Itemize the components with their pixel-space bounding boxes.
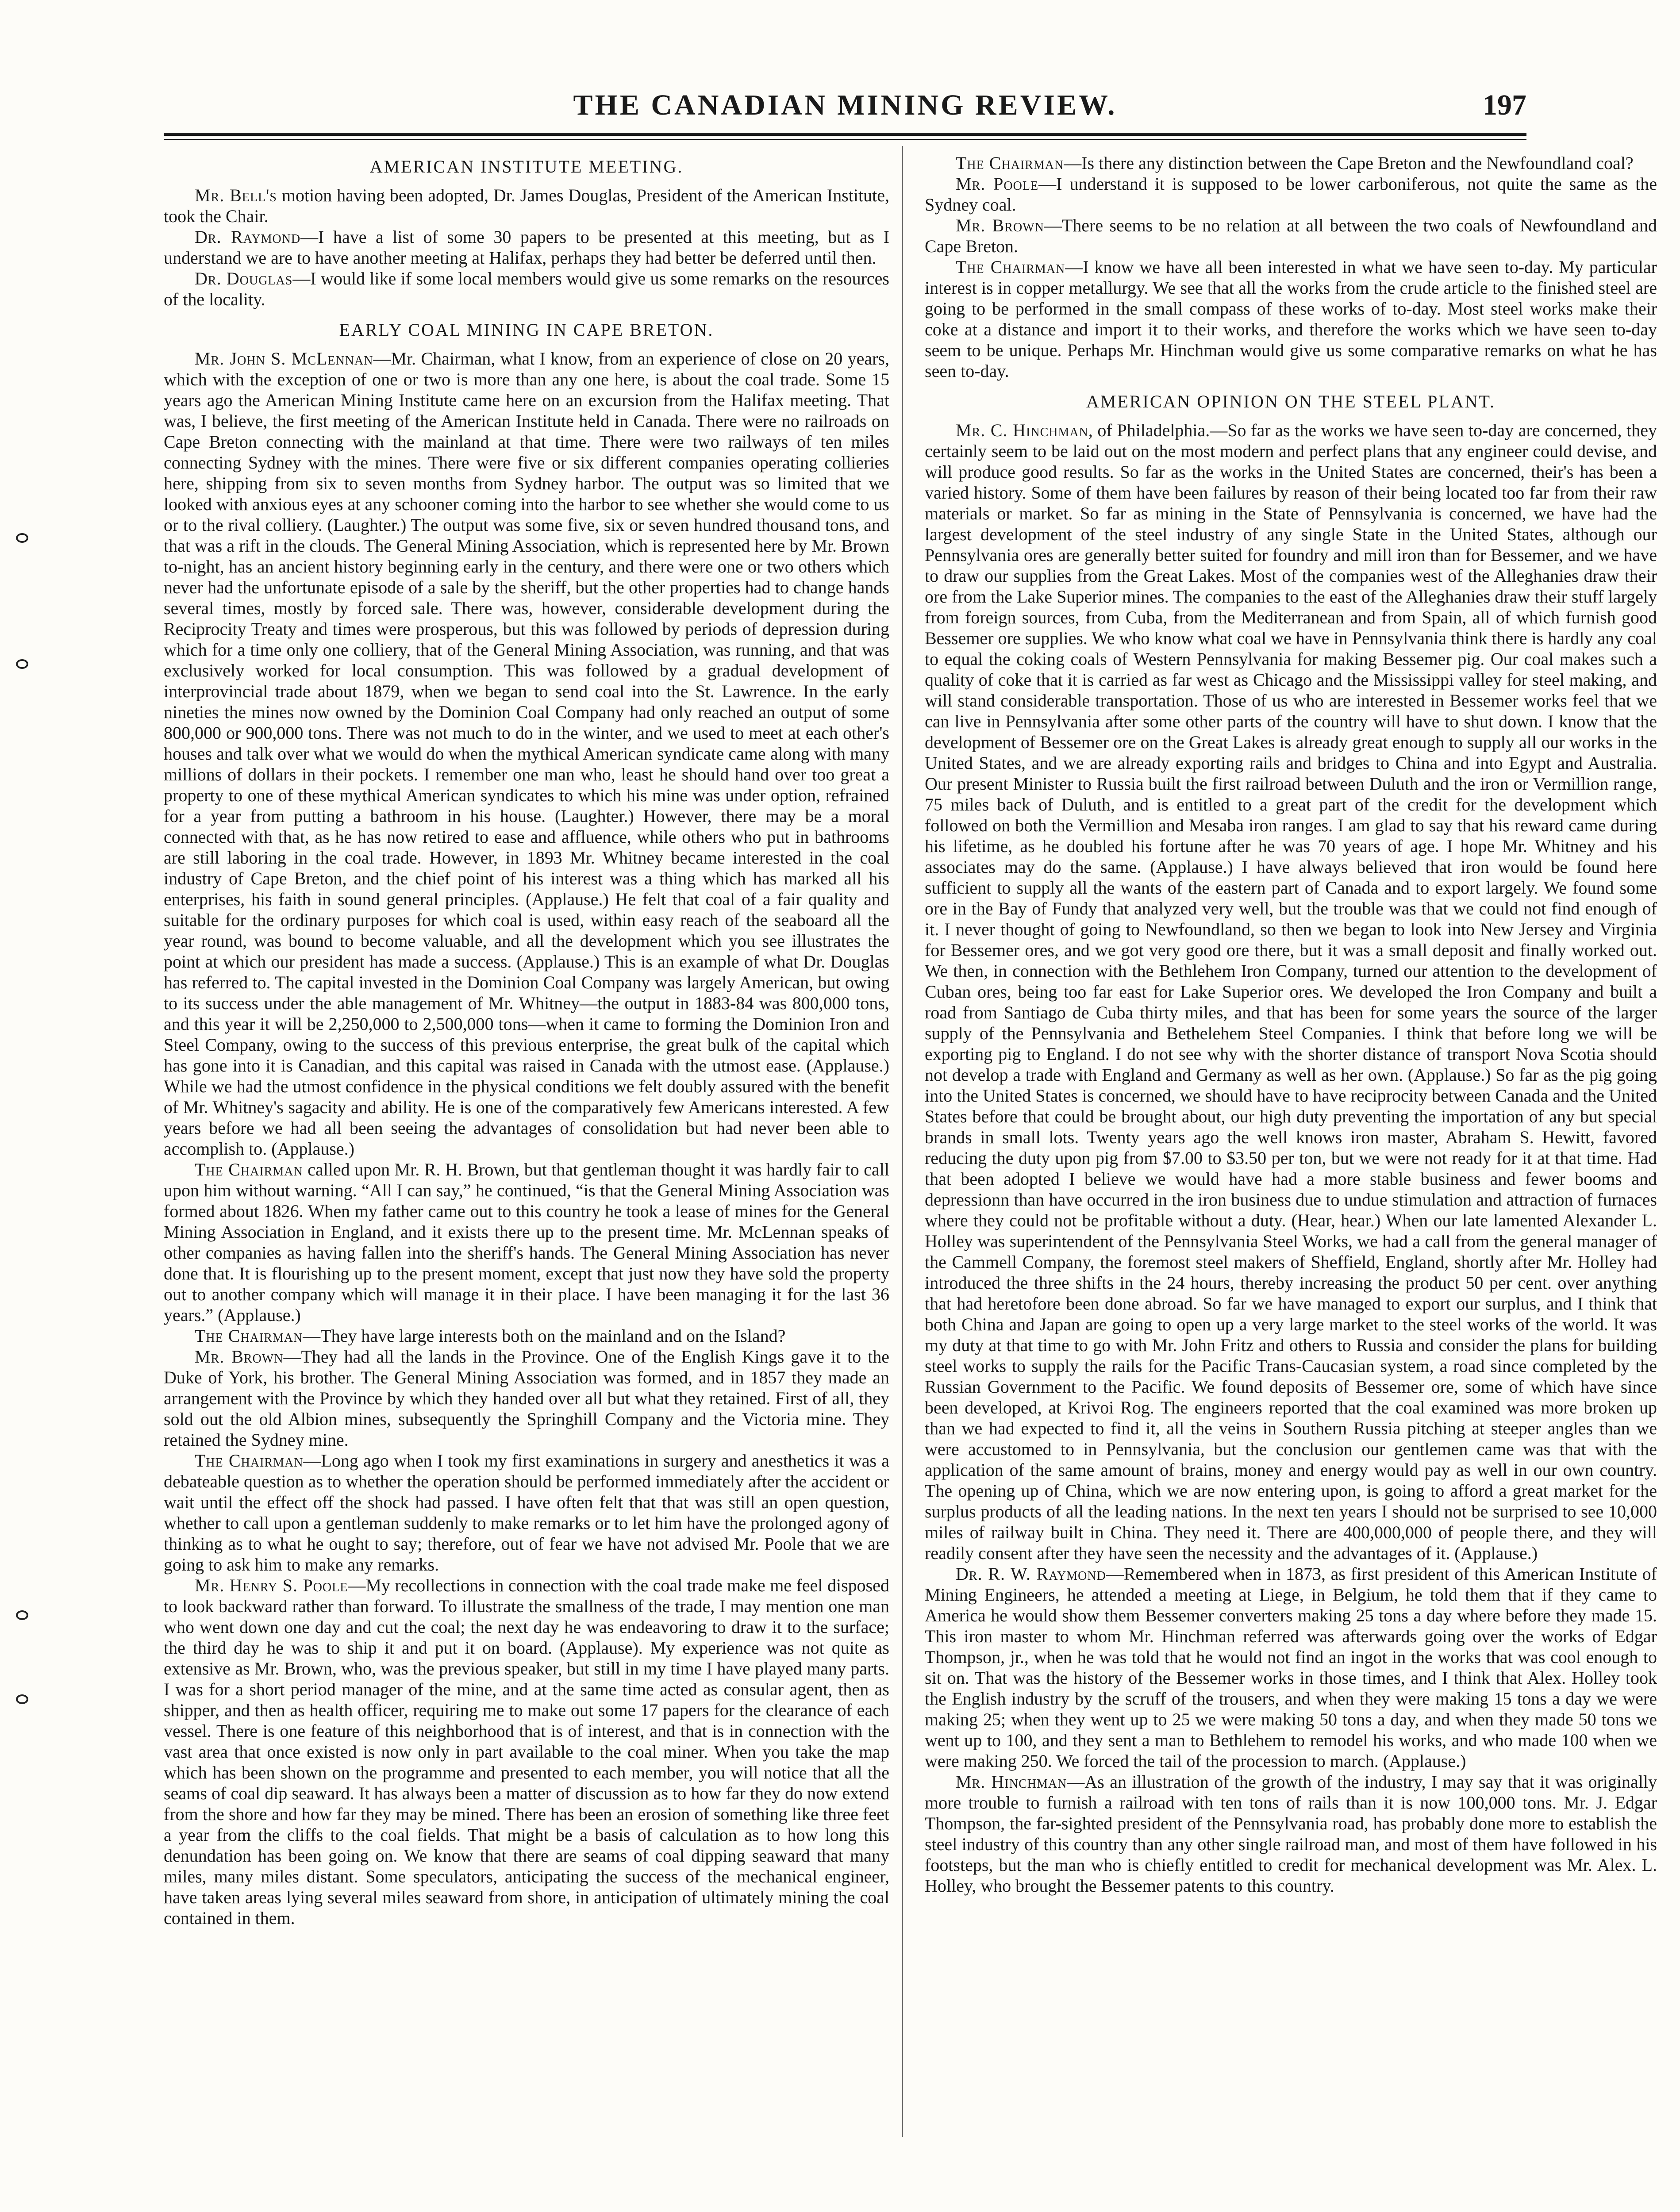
paragraph xyxy=(925,1563,1657,1771)
left-column xyxy=(164,153,889,1928)
paragraph-text: motion having been adopted, Dr. James Douglas, President of the American Institute, took the Chair. xyxy=(164,185,890,226)
paragraph xyxy=(925,1771,1657,1896)
paragraph xyxy=(164,268,889,310)
speaker-name: Mr. Brown xyxy=(956,215,1044,235)
speaker-name: Mr. Hinchman xyxy=(956,1772,1067,1792)
paragraph xyxy=(164,1575,889,1928)
speaker-name: The Chairman xyxy=(956,257,1065,277)
section-american-opinion-steel-plant xyxy=(925,420,1657,1896)
paragraph xyxy=(164,1346,889,1450)
paragraph-text: —There seems to be no relation at all between the two coals of Newfoundland and Cape Breton. xyxy=(925,215,1657,256)
paragraph xyxy=(164,185,889,227)
right-column xyxy=(925,153,1657,1896)
page-header xyxy=(164,88,1526,137)
section-heading: AMERICAN OPINION ON THE STEEL PLANT. xyxy=(1086,392,1495,411)
paragraph xyxy=(925,420,1657,1563)
paragraph-text: —As an illustration of the growth of the industry, I may say that it was originally more trouble to furnish a railroad with ten tons of rails than it is now 100,000 tons. Mr. J. Edgar Thompson, the far-sighted president of the Pennsylvania road, has probably done more to establish the steel industry of this country than any other single railroad man, and most of them have followed in his footsteps, but the man who is chiefly entitled to credit for mechanical development was Mr. Alex. L. Holley, who brought the Bessemer patents to this country. xyxy=(925,1772,1657,1896)
paragraph-text: —I know we have all been interested in what we have seen to-day. My particular interest is in copper metallurgy. We see that all the works from the crude article to the finished steel are going to be performed in the small compass of these works of to-day. Most steel works make their coke at a distance and import it to their works, and therefore the works which we have seen to-day seem to be unique. Perhaps Mr. Hinchman would give us some comparative remarks on what he has seen to-day. xyxy=(925,257,1657,381)
binding-hole xyxy=(16,1610,28,1620)
paragraph-text: —Long ago when I took my first examinations in surgery and anesthetics it was a debateable question as to whether the operation should be performed immediately after the accident or wait until the effect off the shock had passed. I have often felt that that was still an open question, whether to call upon a gentleman suddenly to make remarks or to let him have the prolonged agony of thinking as to what he ought to say; therefore, out of fear we have not advised Mr. Poole that we are going to ask him to make any remarks. xyxy=(164,1451,890,1575)
speaker-name: The Chairman xyxy=(956,153,1064,173)
speaker-name: The Chairman xyxy=(195,1160,303,1179)
paragraph xyxy=(164,227,889,268)
paragraph-text: —They have large interests both on the mainland and on the Island? xyxy=(303,1326,786,1346)
speaker-name: The Chairman xyxy=(195,1451,304,1471)
speaker-name: Dr. Raymond xyxy=(195,227,301,247)
section-heading: EARLY COAL MINING IN CAPE BRETON. xyxy=(339,320,714,340)
paragraph-text: —They had all the lands in the Province. One of the English Kings gave it to the Duke of York, his brother. The General Mining Association was formed, and in 1857 they made an arrangement with the Province by which they handed over all but what they retained. First of all, they sold out the old Albion mines, subsequently the Springhill Company and the Victoria mine. They retained the Sydney mine. xyxy=(164,1347,890,1450)
speaker-name: Mr. Bell's xyxy=(195,185,277,205)
speaker-name: Mr. Poole xyxy=(956,174,1039,194)
paragraph-text: , of Philadelphia.—So far as the works we have seen to-day are concerned, they certainly seem to be laid out on the most modern and perfect plans that any engineer could devise, and will produce good results. So far as the works in the United States are concerned, their's has been a varied history. Some of them have been failures by reason of their being located too far from their raw materials or market. So far as mining in the State of Pennsylvania is concerned, we have had the largest development of the steel industry of any single State in the United States, although our Pennsylvania ores are generally better suited for foundry and mill iron than for Bessemer, and we have to draw our supplies from the Great Lakes. Most of the companies west of the Alleghanies draw their ore from the Lake Superior mines. The companies to the east of the Alleghanies draw their stuff largely from foreign sources, from Cuba, from the Mediterranean and from Spain, all of which furnish good Bessemer ore supplies. We who know what coal we have in Pennsylvania think there is hardly any coal to equal the coking coals of Western Pennsylvania for making Bessemer pig. Our coal makes such a quality of coke that it is carried as far west as Chicago and the Mississippi valley for steel making, and will stand considerable transportation. Those of us who are interested in Bessemer works feel that we can live in Pennsylvania after some other parts of the country will have to shut down. I know that the development of Bessemer ore on the Great Lakes is already great enough to supply all our works in the United States, and we are already exporting rails and bridges to China and into Egypt and Australia. Our present Minister to Russia built the first railroad between Duluth and the iron or Vermillion range, 75 miles back of Duluth, and is entitled to a great part of the credit for the development which followed on both the Vermillion and Mesaba iron ranges. I am glad to say that his reward came during his lifetime, as he doubled his fortune after he was 70 years of age. I hope Mr. Whitney and his associates may do the same. (Applause.) I have always believed that iron would be found here sufficient to supply all the wants of the eastern part of Canada and to export largely. We found some ore in the Bay of Fundy that analyzed very well, but the trouble was that we could not find enough of it. I never thought of going to Newfoundland, so then we began to look into New Jersey and Virginia for Bessemer ores, and we got very good ore there, but it was a small deposit and finally worked out. We then, in connection with the Bethlehem Iron Company, turned our attention to the development of Cuban ores, being too far east for Lake Superior ores. We developed the Iron Company and built a road from Santiago de Cuba thirty miles, and that has been for some years the source of the larger supply of the Pennsylvania and Bethelehem Steel Companies. I think that before long we will be exporting pig to England. I do not see why with the shorter distance of transport Nova Scotia should not develop a trade with England and Germany as well as her own. (Applause.) So far as the pig going into the United States is concerned, we should have to have reciprocity between Canada and the United States before that could be brought about, our high duty preventing the importation of any but special brands in small lots. Twenty years ago the well knows iron master, Abraham S. Hewitt, favored reducing the duty upon pig from $7.00 to $3.50 per ton, but we were not ready for it at that time. Had that been adopted I believe we would have had a more stable business and fewer booms and depressionn than have occurred in the iron business due to undue stimulation and attraction of furnaces where they could not be profitable without a duty. (Hear, hear.) When our late lamented Alexander L. Holley was superintendent of the Pennsylvania Steel Works, we had a call from the general manager of the Cammell Company, the foremost steel makers of Sheffield, England, shortly after Mr. Holley had introduced the three shifts in the 24 hours, thereby increasing the product 50 per cent. over anything that had heretofore been done abroad. So far we have managed to export our surplus, and I think that both China and Japan are going to open up a very large market to the steel works of the world. It was my duty at that time to go with Mr. John Fritz and others to Russia and consider the plans for building steel works to supply the rails for the Pacific Trans-Caucasian system, a road since completed by the Russian Government to the Pacific. We found deposits of Bessemer ore, some of which have since been developed, at Krivoi Rog. The engineers reported that the coal examined was more broken up than we had expected to find it, all the veins in Southern Russia pitching at steeper angles than we were accustomed to in Pennsylvania, but the conclusion our gentlemen came was that with the application of the same amount of brains, money and energy would pay as well in our own country. The opening up of China, which we are now entering upon, is going to afford a great market for the surplus products of all the leading nations. In the next ten years I should not be surprised to see 10,000 miles of railway built in China. They need it. There are 400,000,000 of people there, and they will readily consent after they have seen the necessity and the advantages of it. (Applause.) xyxy=(925,420,1657,1563)
paragraph xyxy=(925,215,1657,257)
speaker-name: Mr. John S. McLennan xyxy=(195,349,373,369)
paragraph-text: called upon Mr. R. H. Brown, but that gentleman thought it was hardly fair to call upon him without warning. “All I can say,” he continued, “is that the General Mining Association was formed about 1826. When my father came out to this country he took a lease of mines for the General Mining Association in England, and it exists there up to the present time. Mr. McLennan speaks of other companies as having fallen into the sheriff's hands. The General Mining Association has never done that. It is flourishing up to the present moment, except that just now they have sold the property out to another company which will manage it in their place. I have been managing it for the last 36 years.” (Applause.) xyxy=(164,1160,889,1325)
paragraph xyxy=(925,173,1657,215)
paragraph-text: —I would like if some local members would give us some remarks on the resources of the locality. xyxy=(164,269,890,309)
section-american-institute-meeting xyxy=(164,185,889,310)
speaker-name: The Chairman xyxy=(195,1326,303,1346)
section-early-coal-mining xyxy=(164,348,889,1928)
speaker-name: Dr. Douglas xyxy=(195,269,293,288)
discussion-continued xyxy=(925,153,1657,381)
binding-hole xyxy=(16,659,28,669)
header-rule-thick xyxy=(164,133,1526,136)
paragraph-text: —My recollections in connection with the coal trade make me feel disposed to look backward rather than forward. To illustrate the smallness of the trade, I may mention one man who went down one day and cut the coal; the next day he was endeavoring to draw it to the surface; the third day he was to ship it and put it on board. (Applause). My experience was not quite as extensive as Mr. Brown, who, was the previous speaker, but still in my time I have played many parts. I was for a short period manager of the mine, and at the same time acted as consular agent, then as shipper, and then as health officer, requiring me to make out some 17 papers for the clearance of each vessel. There is one feature of this neighborhood that is of interest, and that is in connection with the vast area that once existed is now only in part available to the coal miner. When you take the map which has been shown on the programme and presented to each member, you will notice that all the seams of coal dip seaward. It has always been a matter of discussion as to how far they do now extend from the shore and how far they may be mined. There has been an erosion of something like three feet a year from the cliffs to the coal fields. That might be a basis of calculation as to how long this denundation has been going on. We know that there are seams of coal dipping seaward that many miles, many miles distant. Some speculators, anticipating the success of the mechanical engineer, have taken areas lying several miles seaward from shore, in anticipation of ultimately mining the coal contained in them. xyxy=(164,1575,889,1928)
speaker-name: Dr. R. W. Raymond xyxy=(956,1564,1106,1584)
header-rule-thin xyxy=(164,139,1526,140)
paragraph-text: —I understand it is supposed to be lower carboniferous, not quite the same as the Sydney coal. xyxy=(925,174,1657,215)
paragraph xyxy=(164,1325,889,1346)
paragraph xyxy=(164,1159,889,1325)
paragraph xyxy=(925,153,1657,173)
paragraph-text: —I have a list of some 30 papers to be presented at this meeting, but as I understand we are to have another meeting at Halifax, perhaps they had better be deferred until then. xyxy=(164,227,890,268)
binding-hole xyxy=(16,533,28,543)
speaker-name: Mr. Brown xyxy=(195,1347,284,1367)
page-number: 197 xyxy=(1483,89,1526,121)
binding-hole xyxy=(16,1694,28,1704)
speaker-name: Mr. Henry S. Poole xyxy=(195,1575,348,1595)
paragraph xyxy=(164,1450,889,1575)
paragraph xyxy=(164,348,889,1159)
paragraph xyxy=(925,257,1657,381)
speaker-name: Mr. C. Hinchman xyxy=(956,420,1088,440)
paragraph-text: —Is there any distinction between the Cape Breton and the Newfoundland coal? xyxy=(1064,153,1634,173)
paragraph-text: —Mr. Chairman, what I know, from an experience of close on 20 years, which with the exception of one or two is more than any one here, is about the coal trade. Some 15 years ago the American Mining Institute came here on an excursion from the Halifax meeting. That was, I believe, the first meeting of the American Institute held in Canada. There were no railroads on Cape Breton connecting with the mainland at that time. There were two railways of ten miles connecting Sydney with the mines. There were five or six different companies operating collieries here, shipping from six to seven months from Sydney harbor. The output was so limited that we looked with anxious eyes at any schooner coming into the harbor to see whether she would come to us or to the rival colliery. (Laughter.) The output was some five, six or seven hundred thousand tons, and that was a rift in the clouds. The General Mining Association, which is represented here by Mr. Brown to-night, has an ancient history beginning early in the century, and there were one or two others which never had the unfortunate episode of a sale by the sheriff, but the other properties had to change hands several times, mostly by forced sale. There was, however, considerable development during the Reciprocity Treaty and times were prosperous, but this was followed by periods of depression during which for a time only one colliery, that of the General Mining Association, was running, and that was exclusively worked for local consumption. This was followed by a gradual development of interprovincial trade about 1879, when we began to send coal into the St. Lawrence. In the early nineties the mines now owned by the Dominion Coal Company had only reached an output of some 800,000 or 900,000 tons. There was not much to do in the winter, and we used to meet at each other's houses and talk over what we would do when the mythical American syndicate came along with many millions of dollars in their pockets. I remember one man who, least he should hand over too great a property to one of these mythical American syndicates to which his mine was under option, refrained for a year from putting a bathroom in his house. (Laughter.) However, there may be a moral connected with that, as he has now retired to ease and affluence, while others who put in bathrooms are still laboring in the coal trade. However, in 1893 Mr. Whitney became interested in the coal industry of Cape Breton, and the chief point of his interest was a thing which has marked all his enterprises, his faith in sound general principles. (Applause.) He felt that coal of a fair quality and suitable for the ordinary purposes for which coal is used, within easy reach of the seaboard all the year round, was bound to become valuable, and all the development which you see illustrates the point at which our president has made a success. (Applause.) This is an example of what Dr. Douglas has referred to. The capital invested in the Dominion Coal Company was largely American, but owing to its success under the able management of Mr. Whitney—the output in 1883-84 was 800,000 tons, and this year it will be 2,250,000 to 2,500,000 tons—when it came to forming the Dominion Iron and Steel Company, owing to the success of this previous enterprise, the great bulk of the capital which has gone into it is Canadian, and this capital was raised in Canada with the utmost ease. (Applause.) While we had the utmost confidence in the physical conditions we felt doubly assured with the benefit of Mr. Whitney's sagacity and ability. He is one of the comparatively few Americans interested. A few years before we had all been seeing the advantages of consolidation but had never been able to accomplish to. (Applause.) xyxy=(164,349,890,1159)
column-divider xyxy=(902,146,903,2137)
paragraph-text: —Remembered when in 1873, as first president of this American Institute of Mining Engineers, he attended a meeting at Liege, in Belgium, he told them that if they came to America he would show them Bessemer converters making 25 tons a day where before they made 15. This iron master to whom Mr. Hinchman referred was afterwards going over the works of Edgar Thompson, jr., when he was told that he would not find an ingot in the works that was cool enough to sit on. That was the history of the Bessemer works in those times, and I think that Alex. Holley took the English industry by the scruff of the trousers, and when they were making 15 tons a day we were making 25; when they went up to 25 we were making 50 tons a day, and when they made 50 tons we went up to 100, and they sent a man to Bethlehem to remodel his works, and who made 100 when we were making 250. We forced the tail of the procession to march. (Applause.) xyxy=(925,1564,1657,1771)
section-heading: AMERICAN INSTITUTE MEETING. xyxy=(369,157,684,177)
running-title: THE CANADIAN MINING REVIEW. xyxy=(573,89,1117,121)
